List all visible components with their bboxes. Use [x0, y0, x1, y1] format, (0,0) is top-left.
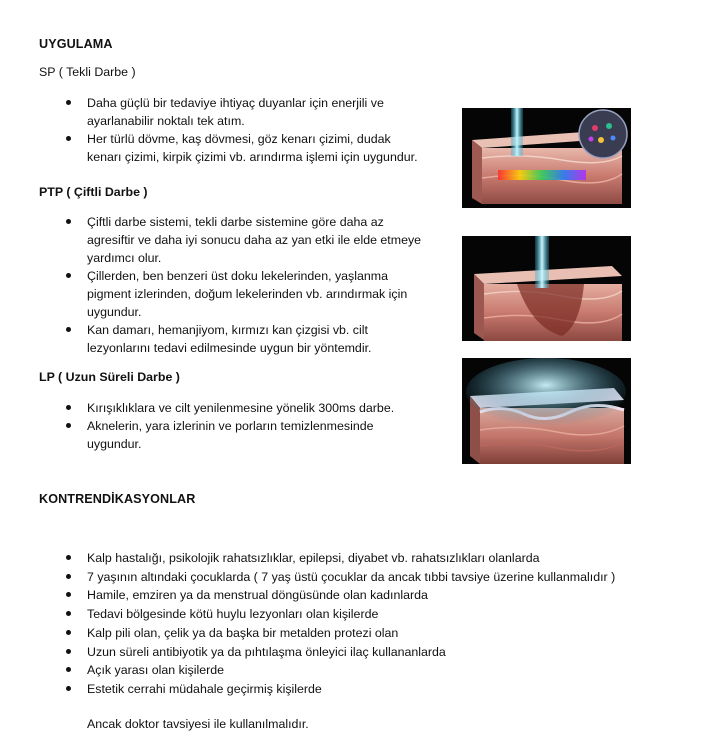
section-heading-kontrendikasyonlar: KONTRENDİKASYONLAR [39, 492, 196, 506]
sp-list [40, 94, 425, 166]
sp-skin-illustration [462, 108, 631, 208]
list-item: Kırışıklıklara ve cilt yenilenmesine yönelik 300ms darbe. [40, 399, 425, 417]
list-item: Hamile, emziren ya da menstrual döngüsünde olan kadınlarda [40, 586, 700, 605]
doctor-note: Ancak doktor tavsiyesi ile kullanılmalıdır. [87, 717, 309, 731]
list-item: Kalp pili olan, çelik ya da başka bir metalden protezi olan [40, 624, 700, 643]
list-item: Aknelerin, yara izlerinin ve porların temizlenmesinde uygundur. [40, 417, 425, 453]
list-item: Kalp hastalığı, psikolojik rahatsızlıklar, epilepsi, diyabet vb. rahatsızlıkları olanlarda [40, 549, 700, 568]
list-item: 7 yaşının altındaki çocuklarda ( 7 yaş üstü çocuklar da ancak tıbbi tavsiye üzerine kullanmalıdır ) [40, 568, 700, 587]
sp-title: SP ( Tekli Darbe ) [39, 65, 136, 79]
lp-list [40, 399, 425, 453]
list-item: Uzun süreli antibiyotik ya da pıhtılaşma önleyici ilaç kullananlarda [40, 643, 700, 662]
contraindication-list [40, 549, 700, 699]
list-item: Çillerden, ben benzeri üst doku lekelerinden, yaşlanma pigment izlerinden, doğum lekelerinden vb. arındırmak için uygundur. [40, 267, 425, 321]
lp-skin-illustration [462, 358, 631, 464]
list-item: Daha güçlü bir tedaviye ihtiyaç duyanlar için enerjili ve ayarlanabilir noktalı tek atım. [40, 94, 425, 130]
list-item: Kan damarı, hemanjiyom, kırmızı kan çizgisi vb. cilt lezyonlarını tedavi edilmesinde uygun bir yöntemdir. [40, 321, 425, 357]
list-item: Çiftli darbe sistemi, tekli darbe sistemine göre daha az agresiftir ve daha iyi sonucu daha az yan etki ile elde etmeye yardımcı olur. [40, 213, 425, 267]
lp-title: LP ( Uzun Süreli Darbe ) [39, 370, 180, 384]
section-heading-uygulama: UYGULAMA [39, 37, 113, 51]
ptp-skin-illustration [462, 236, 631, 341]
ptp-list [40, 213, 425, 357]
list-item: Her türlü dövme, kaş dövmesi, göz kenarı çizimi, dudak kenarı çizimi, kirpik çizimi vb. arındırma işlemi için uygundur. [40, 130, 425, 166]
ptp-title: PTP ( Çiftli Darbe ) [39, 185, 148, 199]
list-item: Estetik cerrahi müdahale geçirmiş kişilerde [40, 680, 700, 699]
list-item: Açık yarası olan kişilerde [40, 661, 700, 680]
list-item: Tedavi bölgesinde kötü huylu lezyonları olan kişilerde [40, 605, 700, 624]
